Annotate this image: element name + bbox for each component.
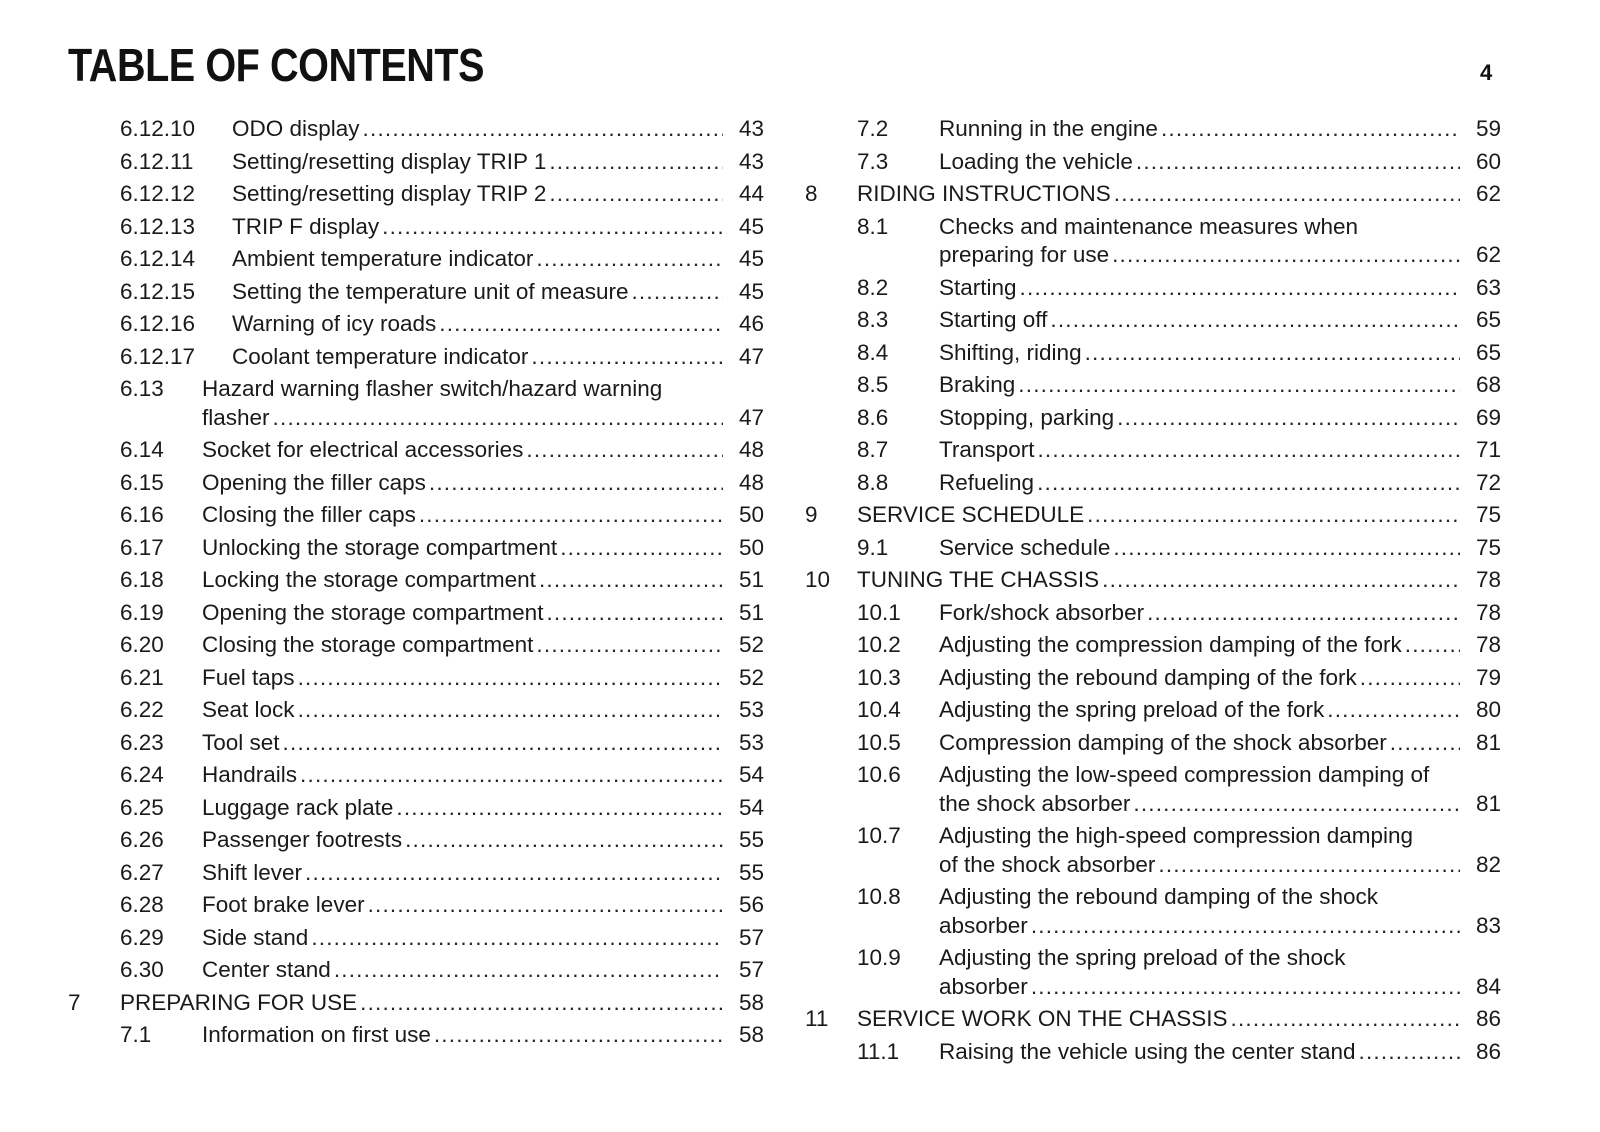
toc-entry[interactable] [0, 629, 1530, 662]
toc-entry[interactable] [0, 1003, 1530, 1036]
section-title: Side stand [202, 924, 309, 950]
dot-leader [1113, 532, 1460, 565]
section-number: 10.8 [857, 884, 901, 909]
toc-entry[interactable] [0, 662, 1530, 695]
dot-leader [1020, 272, 1460, 305]
dot-leader [1018, 369, 1460, 402]
page-ref: 58 [738, 989, 764, 1015]
page-ref: 53 [738, 729, 764, 755]
section-title: Socket for electrical accessories [202, 437, 524, 462]
section-title-continuation: preparing for use [939, 242, 1110, 267]
page-ref: 57 [738, 957, 764, 982]
page-ref: 68 [1475, 372, 1501, 397]
toc-entry[interactable] [0, 727, 1530, 760]
section-title: Hazard warning flasher switch/hazard warning [202, 376, 663, 401]
page-ref: 43 [738, 148, 764, 174]
dot-leader [1050, 304, 1460, 337]
section-number: 10.4 [857, 697, 901, 722]
section-number: 6.23 [120, 729, 164, 755]
page-ref: 50 [738, 534, 764, 560]
section-number: 8.4 [857, 339, 889, 365]
section-number: 6.12.15 [120, 278, 196, 304]
page-title: TABLE OF CONTENTS [68, 39, 485, 91]
page-ref: 81 [1475, 790, 1501, 816]
section-title: Service schedule [939, 534, 1111, 560]
page-ref: 86 [1475, 1006, 1501, 1031]
section-title: Adjusting the spring preload of the shock [939, 945, 1346, 970]
section-title: Raising the vehicle using the center stand [939, 1038, 1356, 1064]
section-number: 6.18 [120, 567, 164, 592]
toc-entry[interactable] [0, 499, 1530, 532]
section-title: Luggage rack plate [202, 794, 394, 820]
toc-entry[interactable] [0, 942, 1530, 1003]
section-title: Refueling [939, 469, 1035, 495]
dot-leader [1114, 178, 1460, 211]
toc-entry[interactable] [0, 337, 1530, 370]
page-ref: 78 [1475, 599, 1501, 625]
toc-entry[interactable] [0, 272, 1530, 305]
section-title: ODO display [232, 116, 360, 141]
section-number: 10.3 [857, 664, 901, 690]
section-title: Starting off [939, 307, 1048, 332]
section-title: Compression damping of the shock absorber [939, 729, 1387, 755]
toc-entry[interactable] [0, 759, 1530, 820]
section-number: 10.6 [857, 762, 901, 787]
section-number: 6.26 [120, 827, 164, 852]
dot-leader [1037, 434, 1460, 467]
dot-leader [1102, 564, 1460, 597]
section-number: 6.24 [120, 762, 164, 787]
page-ref: 69 [1475, 404, 1501, 430]
toc-entry[interactable] [0, 434, 1530, 467]
section-title: Loading the vehicle [939, 148, 1133, 174]
toc-entry[interactable] [0, 1036, 1530, 1069]
section-title: TRIP F display [232, 213, 380, 239]
section-title: Coolant temperature indicator [232, 343, 529, 369]
section-number: 10.2 [857, 632, 901, 657]
page-ref: 45 [738, 246, 764, 271]
dot-leader [1405, 629, 1460, 662]
section-number: 6.12.10 [120, 116, 196, 141]
section-number: 6.21 [120, 664, 164, 690]
page-ref: 51 [738, 599, 764, 625]
section-number: 6.12.12 [120, 181, 196, 206]
section-number: 6.25 [120, 794, 164, 820]
section-title-continuation: absorber [939, 912, 1028, 938]
section-title: Adjusting the low-speed compression damping of [939, 762, 1430, 787]
section-number: 8.6 [857, 404, 889, 430]
page-ref: 48 [738, 469, 764, 495]
section-title: Adjusting the rebound damping of the shock [939, 884, 1379, 909]
section-number: 6.12.11 [120, 148, 194, 174]
section-title: RIDING INSTRUCTIONS [857, 181, 1111, 206]
toc-entry[interactable] [0, 369, 1530, 402]
section-number: 7 [68, 989, 81, 1015]
section-title: Setting/resetting display TRIP 1 [232, 148, 547, 174]
section-title: Shift lever [202, 859, 303, 885]
section-number: 7.1 [120, 1022, 152, 1047]
section-number: 6.16 [120, 502, 164, 527]
section-title: Braking [939, 372, 1016, 397]
page-ref: 75 [1475, 502, 1501, 527]
page-ref: 58 [738, 1022, 764, 1047]
section-number: 6.12.13 [120, 213, 196, 239]
section-number: 6.22 [120, 697, 164, 722]
page-ref: 86 [1475, 1038, 1501, 1064]
page-ref: 52 [738, 632, 764, 657]
toc-entry[interactable] [0, 820, 1530, 881]
section-number: 8 [805, 181, 818, 206]
section-title: Adjusting the high-speed compression damping [939, 823, 1414, 848]
toc-entry[interactable] [0, 402, 1530, 435]
section-number: 8.3 [857, 307, 889, 332]
page-ref: 57 [738, 924, 764, 950]
section-title-continuation: absorber [939, 973, 1028, 999]
section-number: 10.7 [857, 823, 901, 848]
section-number: 6.15 [120, 469, 164, 495]
section-title: PREPARING FOR USE [120, 989, 358, 1015]
section-number: 6.20 [120, 632, 164, 657]
toc-entry[interactable] [0, 694, 1530, 727]
page-ref: 63 [1475, 274, 1501, 300]
dot-leader [1085, 337, 1460, 370]
dot-leader [1136, 146, 1460, 179]
section-title-continuation: of the shock absorber [939, 851, 1156, 877]
section-title: Checks and maintenance measures when [939, 213, 1358, 239]
section-number: 6.14 [120, 437, 164, 462]
section-title: Closing the filler caps [202, 502, 416, 527]
page-ref: 84 [1475, 973, 1501, 999]
section-number: 8.8 [857, 469, 889, 495]
section-number: 6.19 [120, 599, 164, 625]
section-number: 11.1 [857, 1038, 900, 1064]
section-number: 9.1 [857, 534, 889, 560]
dot-leader [1360, 662, 1460, 695]
section-title: SERVICE SCHEDULE [857, 502, 1085, 527]
section-title: Opening the filler caps [202, 469, 426, 495]
page-ref: 47 [738, 343, 764, 369]
page-ref: 62 [1475, 181, 1501, 206]
section-title: Adjusting the compression damping of the fork [939, 632, 1402, 657]
section-title: Closing the storage compartment [202, 632, 534, 657]
section-title: Setting/resetting display TRIP 2 [232, 181, 547, 206]
page-ref: 65 [1475, 307, 1501, 332]
section-title: TUNING THE CHASSIS [857, 567, 1100, 592]
section-title: Fuel taps [202, 664, 295, 690]
section-number: 6.12.17 [120, 343, 196, 369]
section-title: Seat lock [202, 697, 295, 722]
page-ref: 47 [738, 404, 764, 430]
toc-entry[interactable] [0, 304, 1530, 337]
section-title: Setting the temperature unit of measure [232, 278, 629, 304]
toc-entry[interactable] [0, 113, 1530, 146]
page-ref: 80 [1475, 697, 1501, 722]
toc-right-column [0, 113, 1530, 1068]
section-title: Tool set [202, 729, 280, 755]
page-ref: 50 [738, 502, 764, 527]
toc-entry[interactable] [0, 597, 1530, 630]
page-ref: 44 [738, 181, 764, 206]
page-ref: 75 [1475, 534, 1501, 560]
page-ref: 43 [738, 116, 764, 141]
section-title: Ambient temperature indicator [232, 246, 534, 271]
section-number: 8.1 [857, 213, 889, 239]
section-number: 10.5 [857, 729, 901, 755]
dot-leader [1231, 1003, 1461, 1036]
section-title: Transport [939, 437, 1035, 462]
dot-leader [1147, 597, 1460, 630]
page-ref: 55 [738, 827, 764, 852]
section-title: Opening the storage compartment [202, 599, 544, 625]
dot-leader [1390, 727, 1460, 760]
section-number: 6.28 [120, 892, 164, 917]
section-number: 8.2 [857, 274, 889, 300]
page-ref: 81 [1475, 729, 1501, 755]
dot-leader [1117, 402, 1460, 435]
dot-leader [1359, 1036, 1460, 1069]
section-number: 9 [805, 502, 818, 527]
section-number: 6.12.14 [120, 246, 196, 271]
page-ref: 55 [738, 859, 764, 885]
section-number: 7.3 [857, 148, 889, 174]
toc-entry[interactable] [0, 467, 1530, 500]
page-ref: 53 [738, 697, 764, 722]
page-ref: 59 [1475, 116, 1501, 141]
section-title: Passenger footrests [202, 827, 403, 852]
dot-leader [1161, 113, 1460, 146]
section-title-continuation: the shock absorber [939, 790, 1131, 816]
page-ref: 65 [1475, 339, 1501, 365]
section-number: 10 [805, 567, 831, 592]
section-title: SERVICE WORK ON THE CHASSIS [857, 1006, 1228, 1031]
section-number: 11 [805, 1006, 829, 1031]
page-ref: 71 [1475, 437, 1501, 462]
section-title-continuation: flasher [202, 404, 270, 430]
toc-entry[interactable] [0, 146, 1530, 179]
page-ref: 78 [1475, 632, 1501, 657]
section-title: Foot brake lever [202, 892, 365, 917]
dot-leader [1037, 467, 1460, 500]
toc-entry[interactable] [0, 178, 1530, 211]
page-ref: 82 [1475, 851, 1501, 877]
section-number: 6.27 [120, 859, 164, 885]
section-number: 8.7 [857, 437, 889, 462]
page-ref: 54 [738, 794, 764, 820]
dot-leader [1112, 239, 1460, 272]
page-ref: 78 [1475, 567, 1501, 592]
page-ref: 52 [738, 664, 764, 690]
section-number: 6.29 [120, 924, 164, 950]
section-title: Locking the storage compartment [202, 567, 536, 592]
page-ref: 46 [738, 311, 764, 336]
toc-entry[interactable] [0, 532, 1530, 565]
page-ref: 45 [738, 213, 764, 239]
section-title: Running in the engine [939, 116, 1158, 141]
section-number: 6.13 [120, 376, 164, 401]
page-number: 4 [1480, 60, 1493, 85]
section-title: Unlocking the storage compartment [202, 534, 558, 560]
section-title: Center stand [202, 957, 331, 982]
section-title: Information on first use [202, 1022, 431, 1047]
section-number: 6.30 [120, 957, 164, 982]
dot-leader [1327, 694, 1460, 727]
page-ref: 62 [1475, 242, 1501, 267]
section-title: Handrails [202, 762, 298, 787]
dot-leader [1158, 849, 1460, 882]
page-ref: 83 [1475, 912, 1501, 938]
toc-entry[interactable] [0, 881, 1530, 942]
section-title: Adjusting the spring preload of the fork [939, 697, 1325, 722]
section-number: 10.1 [857, 599, 901, 625]
dot-leader [1031, 971, 1460, 1004]
page-ref: 51 [738, 567, 764, 592]
section-title: Shifting, riding [939, 339, 1082, 365]
page-ref: 79 [1475, 664, 1501, 690]
page-ref: 48 [738, 437, 764, 462]
section-title: Starting [939, 274, 1017, 300]
section-number: 7.2 [857, 116, 889, 141]
dot-leader [1087, 499, 1460, 532]
page-ref: 56 [738, 892, 764, 917]
section-number: 6.17 [120, 534, 164, 560]
toc-entry[interactable] [0, 564, 1530, 597]
dot-leader [1031, 910, 1460, 943]
page-ref: 45 [738, 278, 764, 304]
section-title: Fork/shock absorber [939, 599, 1145, 625]
toc-entry[interactable] [0, 211, 1530, 272]
page-ref: 54 [738, 762, 764, 787]
section-number: 10.9 [857, 945, 901, 970]
section-title: Stopping, parking [939, 404, 1115, 430]
section-number: 8.5 [857, 372, 889, 397]
page-ref: 60 [1475, 148, 1501, 174]
section-title: Adjusting the rebound damping of the fork [939, 664, 1357, 690]
dot-leader [1133, 788, 1460, 821]
section-title: Warning of icy roads [232, 311, 437, 336]
section-number: 6.12.16 [120, 311, 196, 336]
page-ref: 72 [1475, 469, 1501, 495]
